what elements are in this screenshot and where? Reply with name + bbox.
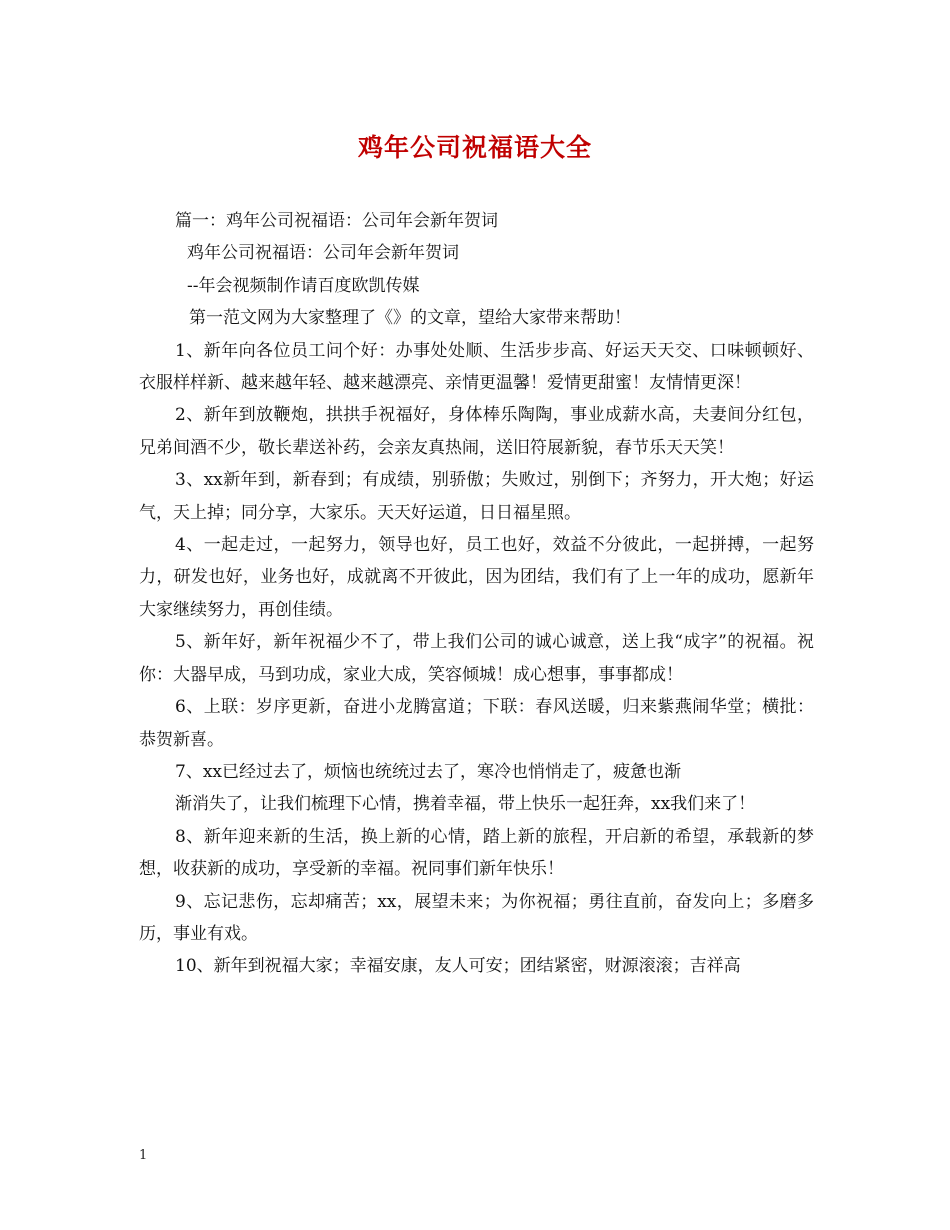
wish-item-9: 9、忘记悲伤，忘却痛苦；xx，展望未来；为你祝福；勇往直前，奋发向上；多磨多历，事业有戏。 (139, 891, 814, 944)
document-body (139, 205, 814, 983)
wish-item-7-continued: 渐消失了，让我们梳理下心情，携着幸福，带上快乐一起狂奔，xx我们来了！ (175, 794, 756, 815)
wish-item-3: 3、xx新年到，新春到；有成绩，别骄傲；失败过，别倒下；齐努力，开大炮；好运气，天上掉；同分享，大家乐。天天好运道，日日福星照。 (139, 470, 814, 523)
wish-item-5: 5、新年好，新年祝福少不了，带上我们公司的诚心诚意，送上我“成字”的祝福。祝你：大器早成，马到功成，家业大成，笑容倾城！成心想事，事事都成！ (139, 632, 814, 685)
source-note: --年会视频制作请百度欧凯传媒 (187, 275, 420, 296)
document-title: 鸡年公司祝福语大全 (357, 133, 592, 162)
wish-item-2: 2、新年到放鞭炮，拱拱手祝福好，身体棒乐陶陶，事业成薪水高，夫妻间分红包，兄弟间酒不少，敬长辈送补药，会亲友真热闹，送旧符展新貌，春节乐天天笑！ (139, 405, 814, 458)
page-number: 1 (139, 1148, 148, 1163)
wish-item-7: 7、xx已经过去了，烦恼也统统过去了，寒冷也悄悄走了，疲惫也渐 (175, 761, 681, 782)
wish-item-10: 10、新年到祝福大家；幸福安康，友人可安；团结紧密，财源滚滚；吉祥高 (175, 956, 741, 977)
wish-item-8: 8、新年迎来新的生活，换上新的心情，踏上新的旅程，开启新的希望，承载新的梦想，收获新的成功，享受新的幸福。祝同事们新年快乐！ (139, 826, 814, 880)
wish-item-1: 1、新年向各位员工问个好：办事处处顺、生活步步高、好运天天交、口味顿顿好、衣服样样新、越来越年轻、越来越漂亮、亲情更温馨！爱情更甜蜜！友情情更深！ (139, 340, 814, 394)
intro-paragraph: 第一范文网为大家整理了《》的文章，望给大家带来帮助！ (189, 308, 631, 329)
section-heading: 篇一：鸡年公司祝福语：公司年会新年贺词 (175, 211, 498, 231)
wish-item-4: 4、一起走过，一起努力，领导也好，员工也好，效益不分彼此，一起拼搏，一起努力，研发也好，业务也好，成就离不开彼此，因为团结，我们有了上一年的成功，愿新年大家继续努力，再创佳绩。 (139, 535, 814, 620)
subheading: 鸡年公司祝福语：公司年会新年贺词 (187, 243, 459, 264)
wish-item-6: 6、上联：岁序更新，奋进小龙腾富道；下联：春风送暖，归来紫燕闹华堂；横批：恭贺新喜。 (139, 697, 814, 750)
